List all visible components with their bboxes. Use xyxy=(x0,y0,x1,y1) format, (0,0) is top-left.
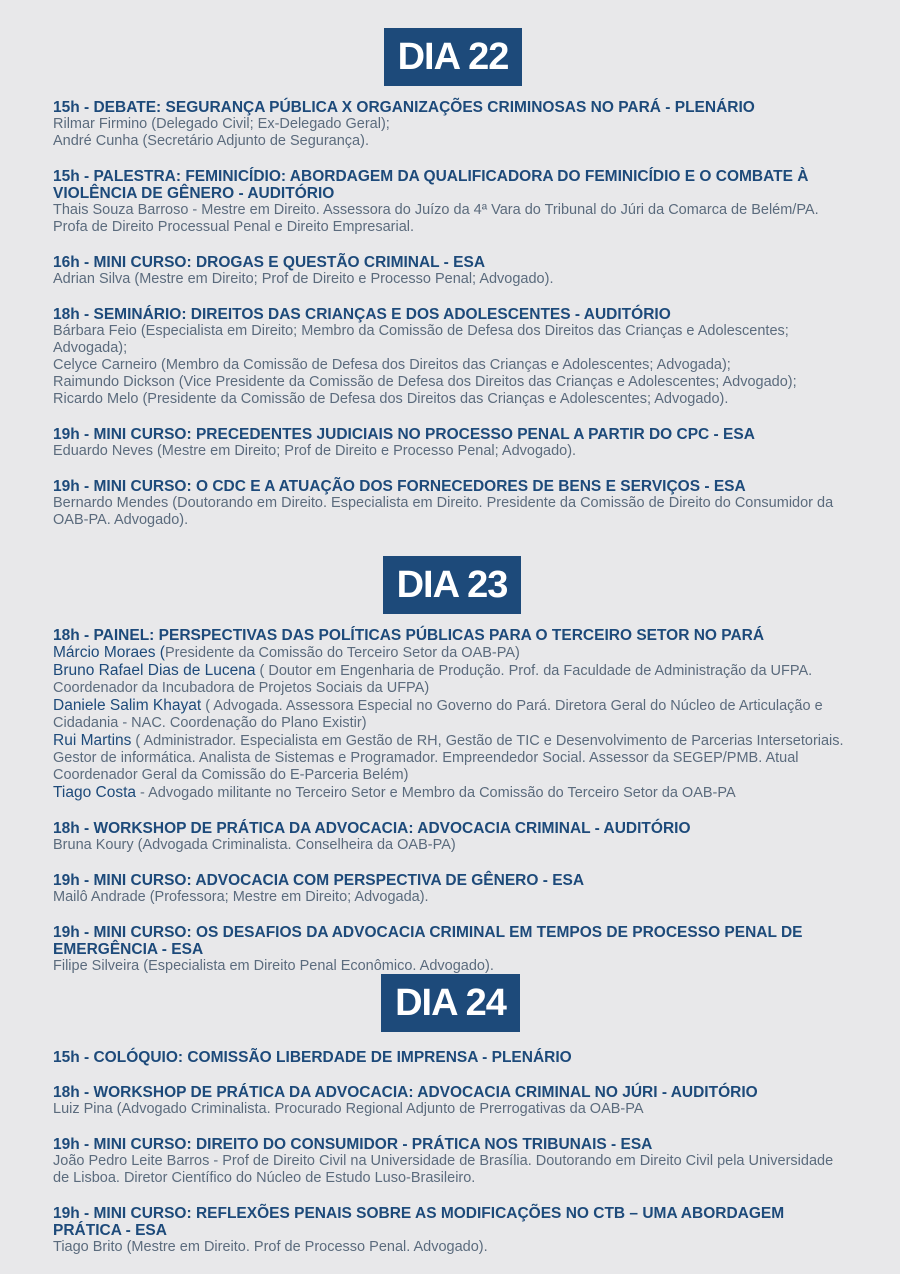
event-title: 18h - PAINEL: PERSPECTIVAS DAS POLÍTICAS PÚBLICAS PARA O TERCEIRO SETOR NO PARÁ xyxy=(53,627,765,644)
event xyxy=(53,627,853,802)
event xyxy=(53,306,853,408)
event xyxy=(53,478,853,529)
speaker-name: Bruno Rafael Dias de Lucena xyxy=(53,662,256,679)
event-title: 19h - MINI CURSO: OS DESAFIOS DA ADVOCACIA CRIMINAL EM TEMPOS DE PROCESSO PENAL DE EMERGÊNCIA - ESA xyxy=(53,924,803,958)
event-title: 19h - MINI CURSO: REFLEXÕES PENAIS SOBRE AS MODIFICAÇÕES NO CTB – UMA ABORDAGEM PRÁTICA - ESA xyxy=(53,1205,785,1239)
speaker: Celyce Carneiro (Membro da Comissão de Defesa dos Direitos das Crianças e Adolescentes; Advogada); xyxy=(53,357,731,373)
speaker-detail: ( Advogada. Assessora Especial no Governo do Pará. Diretora Geral do Núcleo de Articulação e Cidadania - NAC. Coordenação do Plano Existir) xyxy=(53,698,823,731)
speaker-detail: - Advogado militante no Terceiro Setor e Membro da Comissão do Terceiro Setor da OAB-PA xyxy=(136,785,736,801)
speaker: Filipe Silveira (Especialista em Direito Penal Econômico. Advogado). xyxy=(53,958,494,974)
event-title: 18h - WORKSHOP DE PRÁTICA DA ADVOCACIA: ADVOCACIA CRIMINAL - AUDITÓRIO xyxy=(53,820,691,837)
speaker xyxy=(53,697,853,732)
speaker: Tiago Brito (Mestre em Direito. Prof de Processo Penal. Advogado). xyxy=(53,1239,488,1255)
speaker-detail: ( Administrador. Especialista em Gestão de RH, Gestão de TIC e Desenvolvimento de Parcerias Intersetoriais. Gestor de informática. Analista de Sistemas e Programador. Empreendedor Social. Assessor da SEGEP/PMB. Atual Coordenador Geral da Comissão do E-Parceria Belém) xyxy=(53,733,844,783)
speaker xyxy=(53,644,853,662)
speaker: Mailô Andrade (Professora; Mestre em Direito; Advogada). xyxy=(53,889,429,905)
speaker xyxy=(53,732,853,784)
event-title: 15h - PALESTRA: FEMINICÍDIO: ABORDAGEM DA QUALIFICADORA DO FEMINICÍDIO E O COMBATE À VIOLÊNCIA DE GÊNERO - AUDITÓRIO xyxy=(53,168,809,202)
speaker: Rilmar Firmino (Delegado Civil; Ex-Delegado Geral); xyxy=(53,116,390,132)
event-title: 19h - MINI CURSO: O CDC E A ATUAÇÃO DOS FORNECEDORES DE BENS E SERVIÇOS - ESA xyxy=(53,478,746,495)
event xyxy=(53,99,853,150)
event xyxy=(53,1136,853,1187)
event xyxy=(53,168,853,236)
event-title: 19h - MINI CURSO: ADVOCACIA COM PERSPECTIVA DE GÊNERO - ESA xyxy=(53,872,585,889)
event xyxy=(53,1084,853,1118)
event xyxy=(53,820,853,854)
day-badge-23: DIA 23 xyxy=(383,556,521,614)
speaker: Raimundo Dickson (Vice Presidente da Comissão de Defesa dos Direitos das Crianças e Adolescentes; Advogado); xyxy=(53,374,797,390)
event-title: 16h - MINI CURSO: DROGAS E QUESTÃO CRIMINAL - ESA xyxy=(53,254,486,271)
event xyxy=(53,1049,853,1066)
day-badge-22: DIA 22 xyxy=(384,28,522,86)
speaker: Adrian Silva (Mestre em Direito; Prof de Direito e Processo Penal; Advogado). xyxy=(53,271,554,287)
event-title: 15h - DEBATE: SEGURANÇA PÚBLICA X ORGANIZAÇÕES CRIMINOSAS NO PARÁ - PLENÁRIO xyxy=(53,99,755,116)
day-22-schedule xyxy=(53,99,853,547)
event xyxy=(53,426,853,460)
speaker: João Pedro Leite Barros - Prof de Direito Civil na Universidade de Brasília. Doutorando em Direito Civil pela Universidade de Lisboa. Diretor Científico do Núcleo de Estudo Luso-Brasileiro. xyxy=(53,1153,834,1186)
speaker: Thais Souza Barroso - Mestre em Direito. Assessora do Juízo da 4ª Vara do Tribunal do Júri da Comarca de Belém/PA. Profa de Direito Processual Penal e Direito Empresarial. xyxy=(53,202,819,235)
speaker-name: Daniele Salim Khayat xyxy=(53,697,202,714)
speaker-name: Márcio Moraes ( xyxy=(53,644,165,661)
event-title: 19h - MINI CURSO: DIREITO DO CONSUMIDOR - PRÁTICA NOS TRIBUNAIS - ESA xyxy=(53,1136,653,1153)
speaker: Bernardo Mendes (Doutorando em Direito. Especialista em Direito. Presidente da Comissão de Direito do Consumidor da OAB-PA. Advogado). xyxy=(53,495,834,528)
event xyxy=(53,924,853,975)
day-badge-24: DIA 24 xyxy=(381,974,520,1032)
event xyxy=(53,254,853,288)
speaker: Bárbara Feio (Especialista em Direito; Membro da Comissão de Defesa dos Direitos das Crianças e Adolescentes; Advogada); xyxy=(53,323,789,356)
speaker-name: Tiago Costa xyxy=(53,784,136,801)
day-23-schedule xyxy=(53,627,853,993)
speaker: Bruna Koury (Advogada Criminalista. Conselheira da OAB-PA) xyxy=(53,837,456,853)
speaker-detail: Presidente da Comissão do Terceiro Setor da OAB-PA) xyxy=(164,645,520,661)
speaker: Eduardo Neves (Mestre em Direito; Prof de Direito e Processo Penal; Advogado). xyxy=(53,443,577,459)
speaker xyxy=(53,784,853,802)
event-title: 18h - SEMINÁRIO: DIREITOS DAS CRIANÇAS E DOS ADOLESCENTES - AUDITÓRIO xyxy=(53,306,671,323)
event-title: 19h - MINI CURSO: PRECEDENTES JUDICIAIS NO PROCESSO PENAL A PARTIR DO CPC - ESA xyxy=(53,426,755,443)
speaker: Luiz Pina (Advogado Criminalista. Procurado Regional Adjunto de Prerrogativas da OAB-PA xyxy=(53,1101,644,1117)
speaker xyxy=(53,662,853,697)
event-title: 15h - COLÓQUIO: COMISSÃO LIBERDADE DE IMPRENSA - PLENÁRIO xyxy=(53,1049,572,1066)
speaker: Ricardo Melo (Presidente da Comissão de Defesa dos Direitos das Crianças e Adolescentes; Advogado). xyxy=(53,391,729,407)
event xyxy=(53,872,853,906)
event-title: 18h - WORKSHOP DE PRÁTICA DA ADVOCACIA: ADVOCACIA CRIMINAL NO JÚRI - AUDITÓRIO xyxy=(53,1084,758,1101)
speaker-name: Rui Martins xyxy=(53,732,132,749)
speaker: André Cunha (Secretário Adjunto de Segurança). xyxy=(53,133,369,149)
speaker-detail: ( Doutor em Engenharia de Produção. Prof. da Faculdade de Administração da UFPA. Coordenador da Incubadora de Projetos Sociais da UFPA) xyxy=(53,663,813,696)
event xyxy=(53,1205,853,1256)
day-24-schedule xyxy=(53,1049,853,1274)
